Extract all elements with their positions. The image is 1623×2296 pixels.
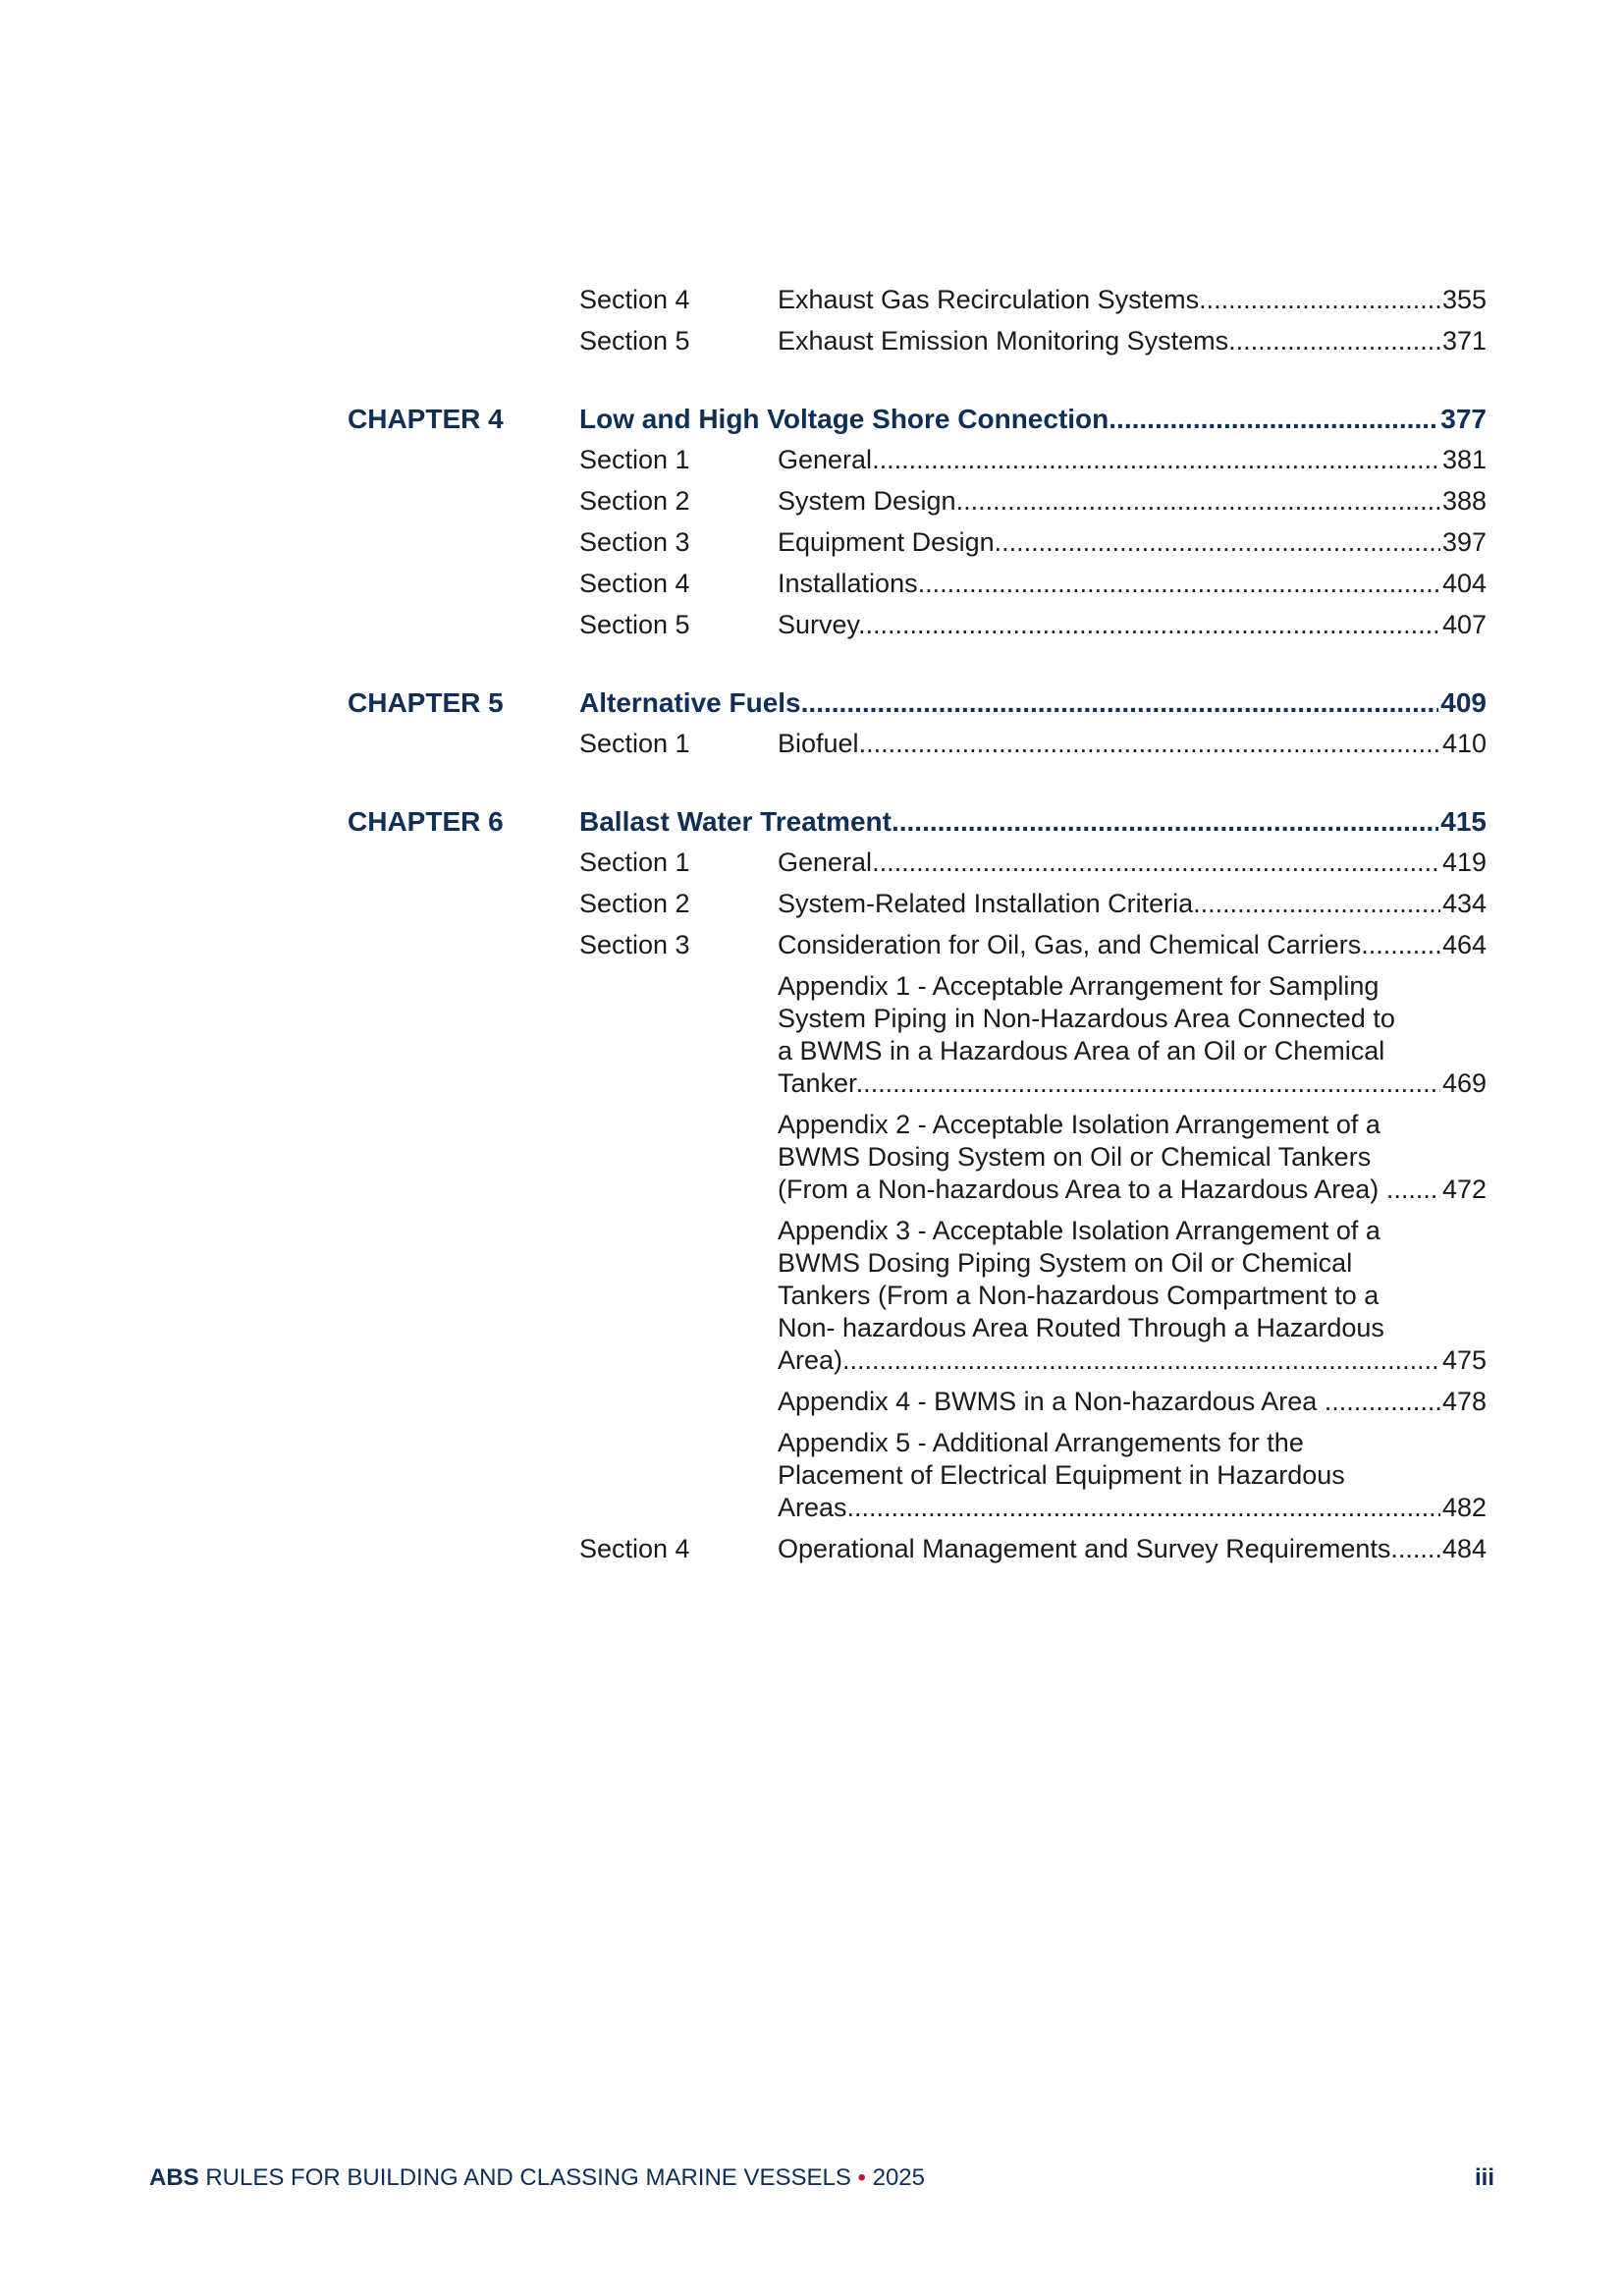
appendix-line: System Piping in Non-Hazardous Area Connected to (778, 1004, 1395, 1033)
section-label: Section 5 (579, 610, 690, 639)
page-number: iii (1474, 2164, 1494, 2191)
appendix-line: BWMS Dosing System on Oil or Chemical Tankers (778, 1142, 1372, 1172)
section-title: Survey ..... (778, 609, 1440, 641)
appendix-last-line (778, 1344, 1487, 1377)
toc-appendix-row[interactable] (0, 1215, 1623, 1377)
appendix-line: Appendix 5 - Additional Arrangements for the (778, 1428, 1304, 1457)
chapter-group (0, 403, 1623, 641)
section-page: 388 (1441, 486, 1487, 516)
section-label: Section 5 (579, 326, 690, 355)
section-label: Section 1 (579, 729, 690, 758)
section-page: 397 (1441, 527, 1487, 557)
section-title: Operational Management and Survey Requirements ..... (778, 1533, 1440, 1565)
section-title: Biofuel ..... (778, 728, 1440, 760)
section-title: System-Related Installation Criteria ..... (778, 888, 1440, 920)
toc-section-row[interactable] (0, 728, 1623, 760)
chapter-label: CHAPTER 6 (348, 806, 504, 837)
appendix-title-end: (From a Non-hazardous Area to a Hazardous Area) ..... (778, 1174, 1440, 1206)
footer-separator: • (857, 2164, 866, 2191)
section-label: Section 4 (579, 285, 690, 314)
appendix-line: BWMS Dosing Piping System on Oil or Chemical (778, 1248, 1353, 1278)
appendix-line: Tankers (From a Non-hazardous Compartment to a (778, 1281, 1380, 1310)
section-title: System Design ..... (778, 485, 1440, 518)
appendix-page: 478 (1441, 1387, 1487, 1416)
publication-title: RULES FOR BUILDING AND CLASSING MARINE VESSELS (205, 2164, 851, 2191)
chapter-entry (579, 805, 1487, 838)
chapter-page: 377 (1440, 404, 1487, 434)
appendix-page: 472 (1441, 1175, 1487, 1204)
appendix-line: a BWMS in a Hazardous Area of an Oil or Chemical (778, 1036, 1385, 1066)
section-title: Installations ..... (778, 568, 1440, 600)
appendix-page: 475 (1441, 1345, 1487, 1375)
appendix-line: Appendix 3 - Acceptable Isolation Arrangement of a (778, 1216, 1380, 1245)
section-label: Section 2 (579, 486, 690, 516)
appendix-last-line (778, 1174, 1487, 1206)
toc-section-row[interactable] (0, 929, 1623, 961)
section-page: 407 (1441, 610, 1487, 639)
section-page: 484 (1441, 1534, 1487, 1563)
section-title: General ..... (778, 444, 1440, 476)
appendix-entry (778, 1427, 1487, 1524)
toc-appendix-row[interactable] (0, 1109, 1623, 1206)
brand-name: ABS (149, 2164, 199, 2191)
section-label: Section 1 (579, 445, 690, 474)
chapter-page: 415 (1440, 806, 1487, 837)
appendix-page: 482 (1441, 1493, 1487, 1522)
appendix-line: Appendix 2 - Acceptable Isolation Arrangement of a (778, 1110, 1380, 1139)
appendix-last-line (778, 1067, 1487, 1100)
toc-section-row[interactable] (0, 609, 1623, 641)
chapter-group (0, 686, 1623, 760)
appendix-line: Placement of Electrical Equipment in Hazardous (778, 1460, 1345, 1490)
section-title: General ..... (778, 847, 1440, 879)
section-label: Section 4 (579, 1534, 690, 1563)
toc-appendix-row[interactable] (0, 970, 1623, 1100)
publication-year: 2025 (872, 2164, 925, 2191)
chapter-entry (579, 403, 1487, 435)
appendix-line: Non- hazardous Area Routed Through a Hazardous (778, 1313, 1384, 1342)
toc-chapter-row[interactable] (0, 686, 1623, 719)
section-label: Section 2 (579, 889, 690, 918)
toc-section-row[interactable] (0, 325, 1623, 357)
appendix-title-end: Area) ..... (778, 1344, 1440, 1377)
intro-section-group (0, 0, 1623, 357)
toc-section-row[interactable] (0, 526, 1623, 559)
toc-appendix-row[interactable] (0, 1386, 1623, 1418)
appendix-last-line (778, 1386, 1487, 1418)
toc-section-row[interactable] (0, 444, 1623, 476)
section-title: Consideration for Oil, Gas, and Chemical Carriers ..... (778, 929, 1440, 961)
page-footer (149, 2164, 1494, 2192)
section-title: Exhaust Emission Monitoring Systems ..... (778, 325, 1440, 357)
appendix-line: Appendix 1 - Acceptable Arrangement for Sampling (778, 971, 1380, 1001)
toc-section-row[interactable] (0, 888, 1623, 920)
section-page: 464 (1441, 930, 1487, 959)
toc-appendix-row[interactable] (0, 1427, 1623, 1524)
chapter-page: 409 (1440, 687, 1487, 718)
appendix-entry (778, 1215, 1487, 1377)
appendix-entry (778, 970, 1487, 1100)
footer-title (149, 2164, 925, 2192)
toc-section-row[interactable] (0, 568, 1623, 600)
section-page: 419 (1441, 847, 1487, 877)
appendix-last-line (778, 1492, 1487, 1524)
section-label: Section 3 (579, 930, 690, 959)
section-label: Section 1 (579, 847, 690, 877)
section-page: 404 (1441, 569, 1487, 598)
chapter-label: CHAPTER 4 (348, 404, 504, 434)
appendix-entry (778, 1386, 1487, 1418)
section-label: Section 4 (579, 569, 690, 598)
chapter-entry (579, 686, 1487, 719)
toc-section-row[interactable] (0, 847, 1623, 879)
appendix-title-end: Tanker ..... (778, 1067, 1440, 1100)
appendix-page: 469 (1441, 1068, 1487, 1098)
toc-section-row[interactable] (0, 284, 1623, 316)
toc-chapter-row[interactable] (0, 805, 1623, 838)
section-title: Exhaust Gas Recirculation Systems ..... (778, 284, 1440, 316)
section-label: Section 3 (579, 527, 690, 557)
appendix-entry (778, 1109, 1487, 1206)
section-page: 355 (1441, 285, 1487, 314)
section-title: Equipment Design ..... (778, 526, 1440, 559)
section-page: 410 (1441, 729, 1487, 758)
section-page: 434 (1441, 889, 1487, 918)
toc-section-row[interactable] (0, 1533, 1623, 1565)
chapter-title: Low and High Voltage Shore Connection ..... (579, 403, 1438, 435)
chapter-title: Alternative Fuels ..... (579, 686, 1438, 719)
appendix-title-end: Areas ..... (778, 1492, 1440, 1524)
section-page: 381 (1441, 445, 1487, 474)
toc-chapter-row[interactable] (0, 403, 1623, 435)
chapter-title: Ballast Water Treatment ..... (579, 805, 1438, 838)
section-page: 371 (1441, 326, 1487, 355)
toc-section-row[interactable] (0, 485, 1623, 518)
chapter-label: CHAPTER 5 (348, 687, 504, 718)
appendix-title-end: Appendix 4 - BWMS in a Non-hazardous Area ..... (778, 1386, 1440, 1418)
chapter-group (0, 805, 1623, 1565)
